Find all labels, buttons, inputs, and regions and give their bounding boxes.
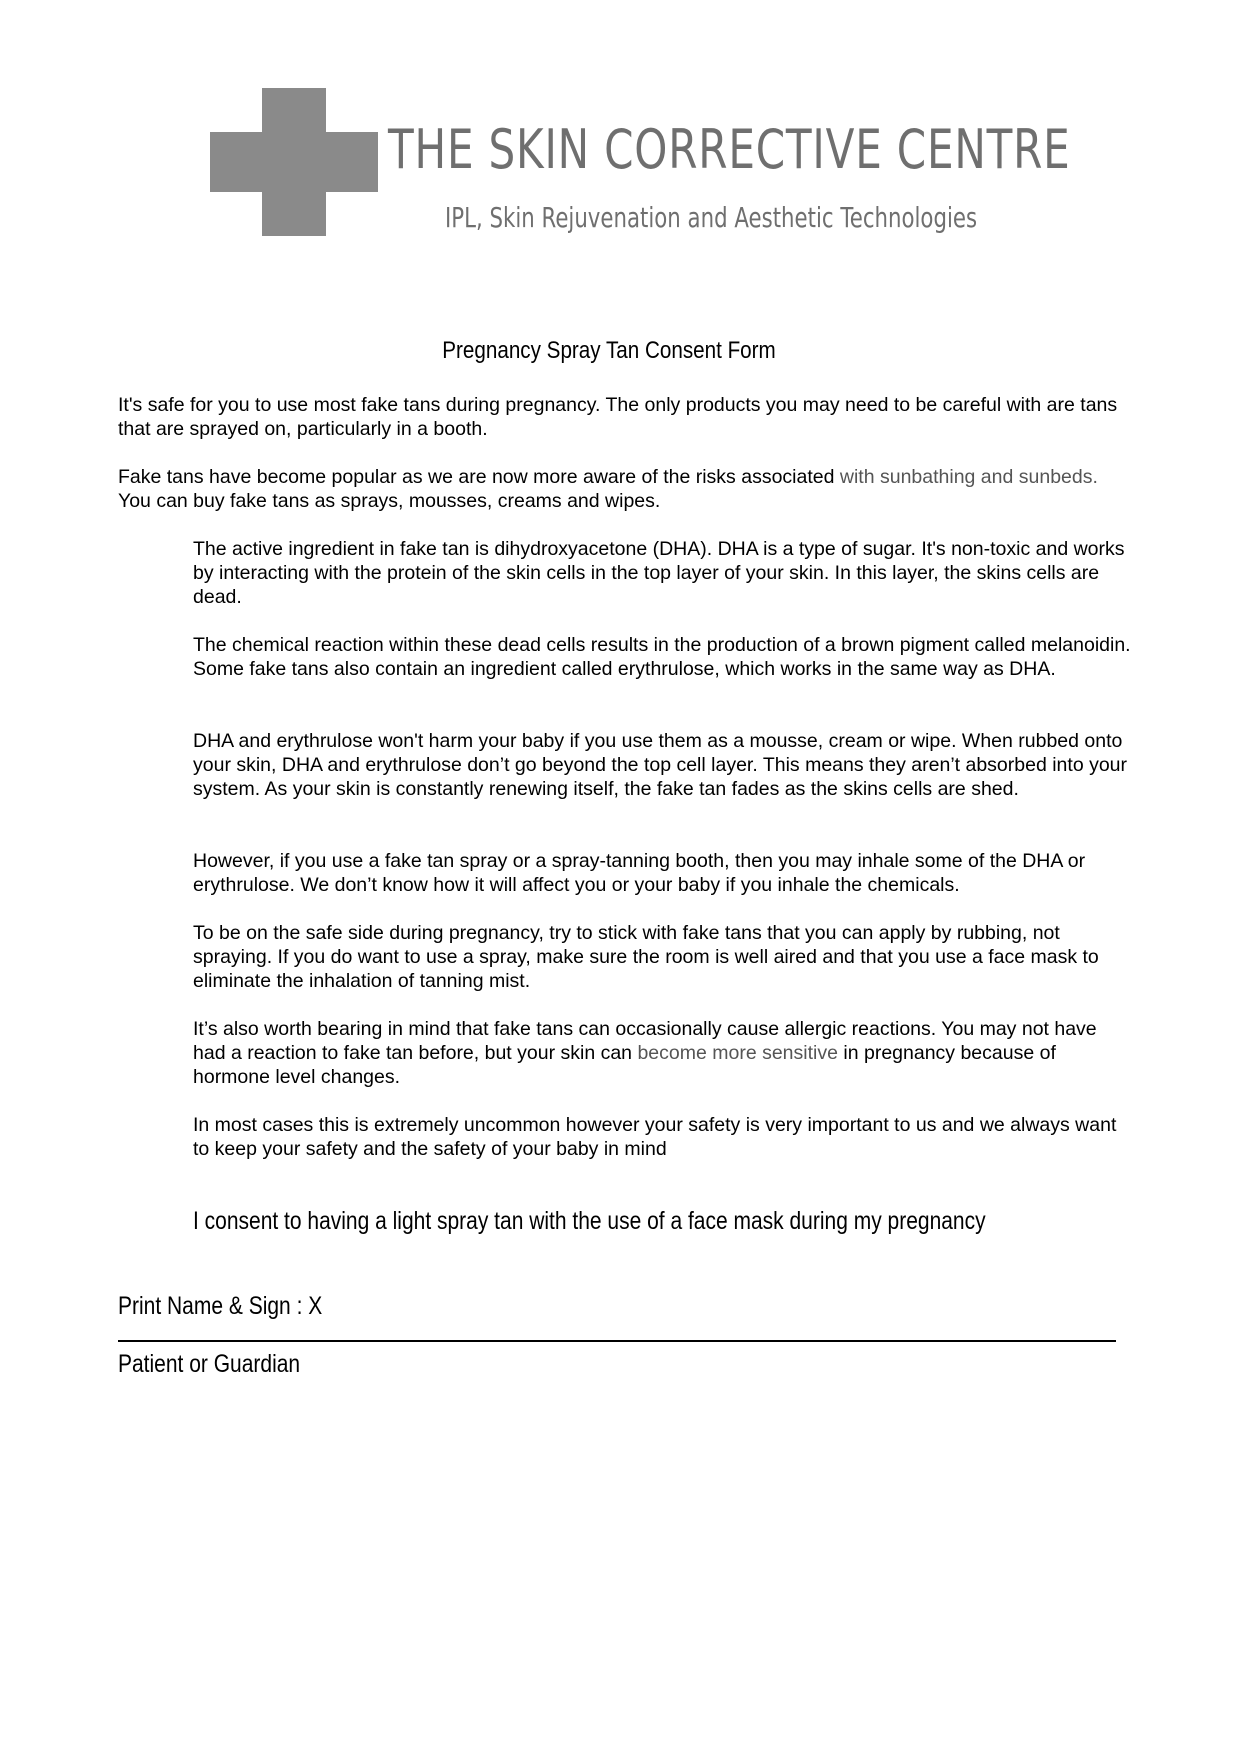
signature-label: Print Name & Sign : X: [118, 1292, 323, 1320]
consent-statement: I consent to having a light spray tan with the use of a face mask during my pregnancy: [193, 1207, 986, 1235]
signer-label: Patient or Guardian: [118, 1350, 301, 1378]
intro-paragraph-2-text-end: You can buy fake tans as sprays, mousses, creams and wipes.: [118, 490, 661, 512]
body-paragraph-3: DHA and erythrulose won't harm your baby if you use them as a mousse, cream or wipe. When rubbed onto your skin, DHA and erythrulose don’t go beyond the top cell layer. This means they aren’t absorbed into your system. As your skin is constantly renewing itself, the fake tan fades as the skins cells are shed.: [193, 730, 1128, 800]
body-paragraph-6: [193, 1017, 1133, 1089]
intro-paragraph-2-text: Fake tans have become popular as we are now more aware of the risks associated: [118, 466, 840, 488]
intro-paragraph-2: [118, 465, 1118, 513]
body-paragraph-6-link: become more sensitive: [637, 1042, 838, 1064]
signature-line[interactable]: [118, 1340, 1116, 1342]
clinic-logo: [210, 88, 1071, 238]
intro-paragraph-1: It's safe for you to use most fake tans during pregnancy. The only products you may need to be careful with are tans that are sprayed on, particularly in a booth.: [118, 394, 1118, 440]
body-paragraph-4: However, if you use a fake tan spray or a spray-tanning booth, then you may inhale some of the DHA or erythrulose. We don’t know how it will affect you or your baby if you inhale the chemicals.: [193, 850, 1086, 896]
body-paragraph-7: In most cases this is extremely uncommon however your safety is very important to us and we always want to keep your safety and the safety of your baby in mind: [193, 1114, 1117, 1160]
intro-paragraph-2-link: with sunbathing and sunbeds.: [839, 466, 1098, 488]
body-paragraph-5: To be on the safe side during pregnancy, try to stick with fake tans that you can apply by rubbing, not spraying. If you do want to use a spray, make sure the room is well aired and that you use a face mask to eliminate the inhalation of tanning mist.: [193, 922, 1099, 992]
body-paragraph-6-text-end: in pregnancy because of hormone level changes.: [193, 1042, 1056, 1088]
body-paragraph-6-text: It’s also worth bearing in mind that fake tans can occasionally cause allergic reactions. You may not have had a reaction to fake tan before, but your skin can: [193, 1018, 1097, 1064]
body-paragraph-2: The chemical reaction within these dead cells results in the production of a brown pigment called melanoidin. Some fake tans also contain an ingredient called erythrulose, which works in the same way as DHA.: [193, 634, 1131, 680]
cross-icon-bar: [210, 132, 378, 192]
clinic-name: THE SKIN CORRECTIVE CENTRE: [388, 118, 1071, 181]
body-paragraph-1: The active ingredient in fake tan is dihydroxyacetone (DHA). DHA is a type of sugar. It's non-toxic and works by interacting with the protein of the skin cells in the top layer of your skin. In this layer, the skins cells are dead.: [193, 538, 1125, 608]
form-title: Pregnancy Spray Tan Consent Form: [442, 337, 776, 364]
clinic-tagline: IPL, Skin Rejuvenation and Aesthetic Technologies: [445, 201, 978, 234]
